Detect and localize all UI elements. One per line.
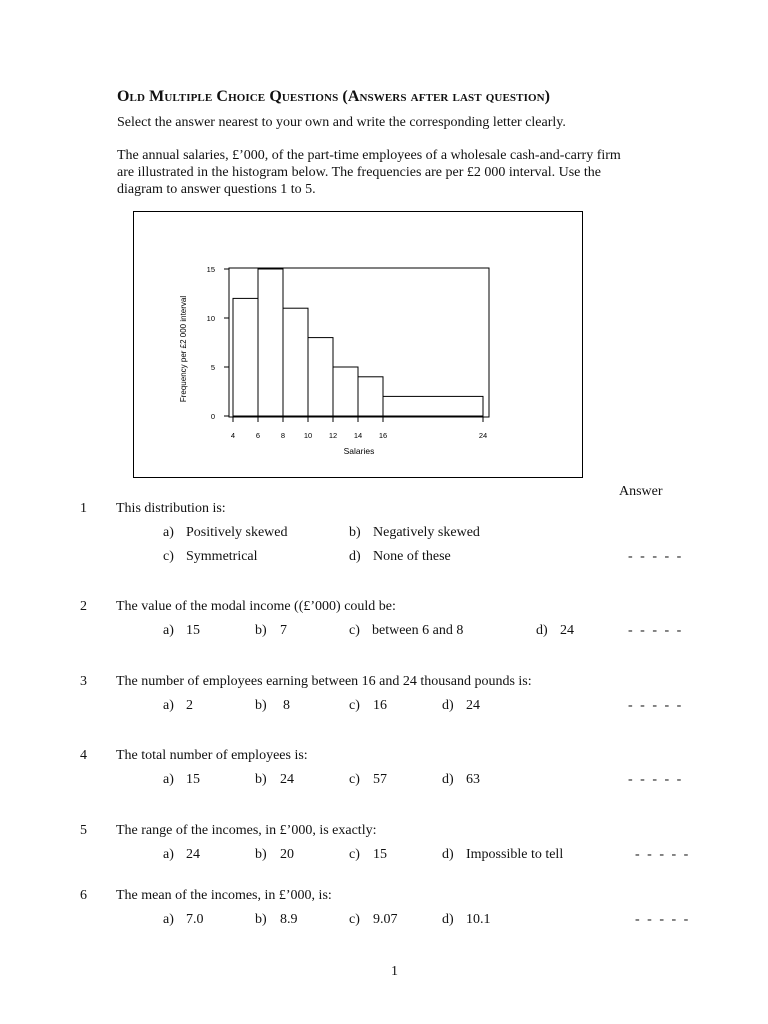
q3-option-c-letter: c) (349, 698, 360, 713)
q2-option-a-text: 15 (186, 623, 200, 638)
q4-option-a-letter: a) (163, 772, 174, 787)
q2-option-c-text: between 6 and 8 (372, 623, 464, 638)
question-text-4: The total number of employees is: (116, 748, 308, 763)
q4-option-b-text: 24 (280, 772, 294, 787)
q3-option-a-text: 2 (186, 698, 193, 713)
question-number-1: 1 (80, 501, 87, 516)
question-number-2: 2 (80, 599, 87, 614)
histogram-figure (133, 211, 583, 478)
x-tick-label-12: 12 (328, 431, 338, 440)
question-number-5: 5 (80, 823, 87, 838)
q6-option-d-letter: d) (442, 912, 454, 927)
x-tick-label-24: 24 (478, 431, 488, 440)
histogram-chart (134, 212, 584, 479)
q5-option-c-letter: c) (349, 847, 360, 862)
q3-answer-blank[interactable]: - - - - - (628, 698, 684, 713)
x-tick-label-10: 10 (303, 431, 313, 440)
q6-option-c-letter: c) (349, 912, 360, 927)
q2-answer-blank[interactable]: - - - - - (628, 623, 684, 638)
q4-option-b-letter: b) (255, 772, 267, 787)
q6-option-a-text: 7.0 (186, 912, 204, 927)
q5-option-b-text: 20 (280, 847, 294, 862)
q1-option-c-text: Symmetrical (186, 549, 258, 564)
q4-option-d-letter: d) (442, 772, 454, 787)
y-tick-label-0: 0 (210, 412, 215, 421)
q5-option-a-letter: a) (163, 847, 174, 862)
x-tick-label-14: 14 (353, 431, 363, 440)
description-line-1: The annual salaries, £’000, of the part-time employees of a wholesale cash-and-carry firm (117, 148, 621, 163)
q4-option-c-letter: c) (349, 772, 360, 787)
q4-option-c-text: 57 (373, 772, 387, 787)
q2-option-a-letter: a) (163, 623, 174, 638)
q6-option-b-text: 8.9 (280, 912, 298, 927)
question-number-3: 3 (80, 674, 87, 689)
question-number-4: 4 (80, 748, 87, 763)
question-text-2: The value of the modal income ((£’000) could be: (116, 599, 396, 614)
q5-option-b-letter: b) (255, 847, 267, 862)
answer-column-header: Answer (619, 484, 663, 499)
q5-answer-blank[interactable]: - - - - - (635, 847, 691, 862)
description-line-2: are illustrated in the histogram below. The frequencies are per £2 000 interval. Use the (117, 165, 601, 180)
y-tick-label-15: 15 (206, 265, 215, 274)
histogram-bar-2 (258, 269, 283, 416)
y-tick-label-5: 5 (210, 363, 215, 372)
x-tick-label-8: 8 (280, 431, 286, 440)
y-axis-label: Frequency per £2 000 interval (179, 295, 188, 403)
question-text-6: The mean of the incomes, in £’000, is: (116, 888, 332, 903)
question-number-6: 6 (80, 888, 87, 903)
q4-option-a-text: 15 (186, 772, 200, 787)
q4-answer-blank[interactable]: - - - - - (628, 772, 684, 787)
x-tick-label-6: 6 (255, 431, 261, 440)
histogram-bar-1 (233, 298, 258, 416)
question-text-1: This distribution is: (116, 501, 226, 516)
instructions: Select the answer nearest to your own and write the corresponding letter clearly. (117, 115, 566, 130)
q3-option-d-text: 24 (466, 698, 480, 713)
q4-option-d-text: 63 (466, 772, 480, 787)
q1-option-b-text: Negatively skewed (373, 525, 480, 540)
q1-option-d-letter: d) (349, 549, 361, 564)
y-tick-label-10: 10 (206, 314, 215, 323)
q2-option-b-letter: b) (255, 623, 267, 638)
q5-option-d-text: Impossible to tell (466, 847, 564, 862)
q1-option-b-letter: b) (349, 525, 361, 540)
x-tick-label-4: 4 (230, 431, 236, 440)
q6-option-b-letter: b) (255, 912, 267, 927)
q2-option-d-letter: d) (536, 623, 548, 638)
x-axis-label: Salaries (343, 446, 375, 456)
q6-option-a-letter: a) (163, 912, 174, 927)
q1-option-a-text: Positively skewed (186, 525, 288, 540)
histogram-bar-7 (383, 396, 483, 416)
q3-option-b-text: 8 (283, 698, 290, 713)
q1-option-c-letter: c) (163, 549, 174, 564)
q5-option-d-letter: d) (442, 847, 454, 862)
q3-option-b-letter: b) (255, 698, 267, 713)
histogram-bar-6 (358, 377, 383, 416)
q3-option-d-letter: d) (442, 698, 454, 713)
histogram-bar-3 (283, 308, 308, 416)
q3-option-c-text: 16 (373, 698, 387, 713)
q3-option-a-letter: a) (163, 698, 174, 713)
q1-option-a-letter: a) (163, 525, 174, 540)
q1-answer-blank[interactable]: - - - - - (628, 549, 684, 564)
q6-option-d-text: 10.1 (466, 912, 491, 927)
question-text-5: The range of the incomes, in £’000, is exactly: (116, 823, 377, 838)
histogram-bar-5 (333, 367, 358, 416)
histogram-bar-4 (308, 338, 333, 416)
q6-option-c-text: 9.07 (373, 912, 398, 927)
q2-option-d-text: 24 (560, 623, 574, 638)
q1-option-d-text: None of these (373, 549, 451, 564)
q5-option-c-text: 15 (373, 847, 387, 862)
page-title: Old Multiple Choice Questions (Answers after last question) (117, 88, 551, 105)
x-tick-label-16: 16 (378, 431, 388, 440)
description-line-3: diagram to answer questions 1 to 5. (117, 182, 316, 197)
question-text-3: The number of employees earning between 16 and 24 thousand pounds is: (116, 674, 532, 689)
q2-option-c-letter: c) (349, 623, 360, 638)
q2-option-b-text: 7 (280, 623, 287, 638)
q6-answer-blank[interactable]: - - - - - (635, 912, 691, 927)
q5-option-a-text: 24 (186, 847, 200, 862)
page-number: 1 (391, 964, 398, 979)
